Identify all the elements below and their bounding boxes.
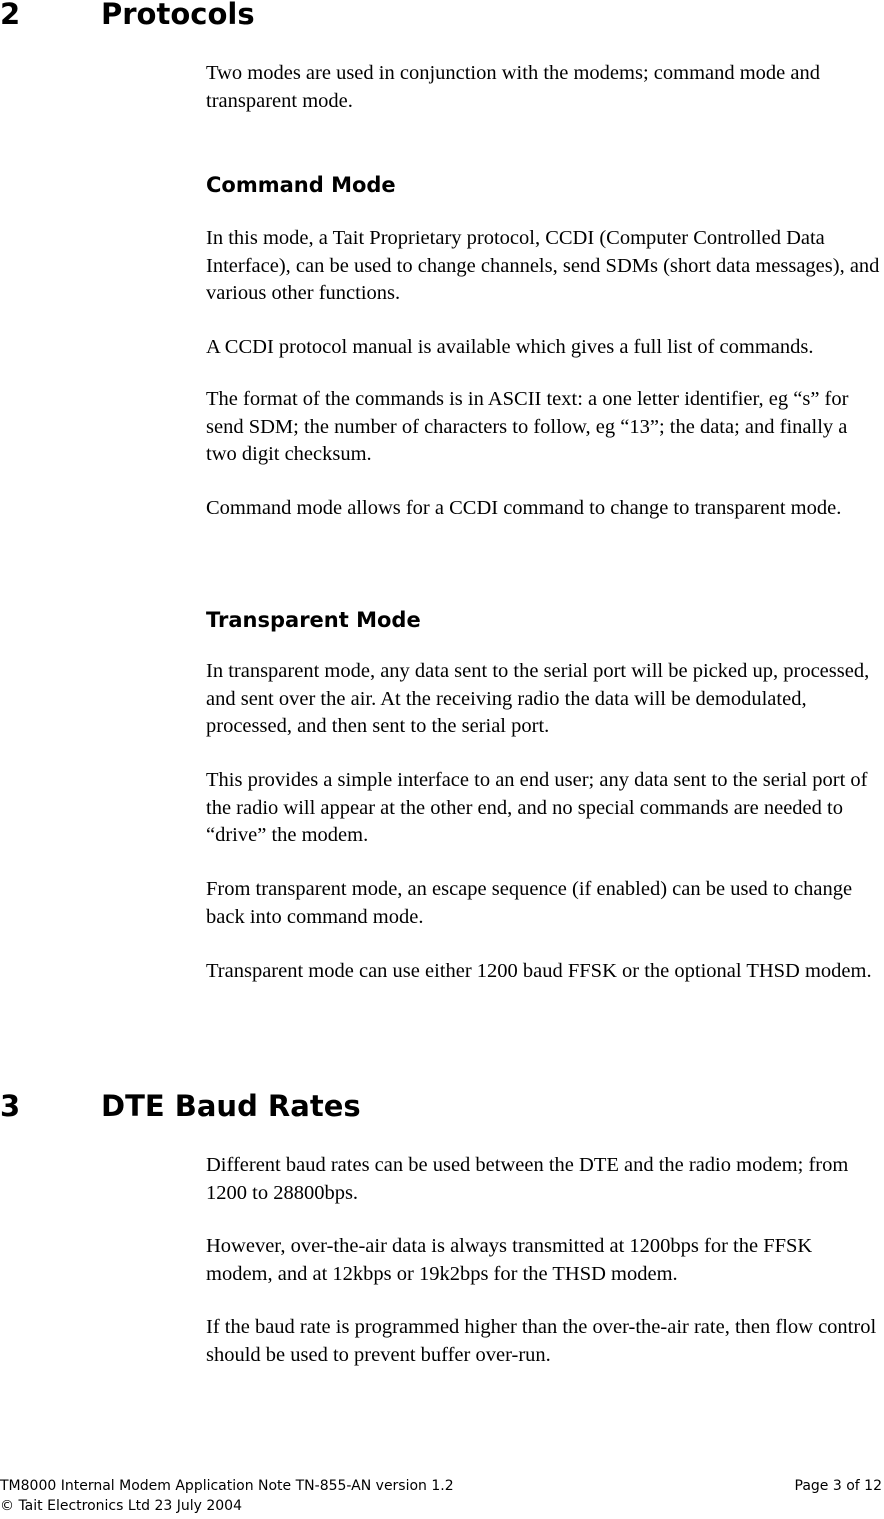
baud-rates-paragraph-2: However, over-the-air data is always transmitted at 1200bps for the FFSK modem, and at 12kbps or 19k2bps for the THSD modem. bbox=[206, 1235, 813, 1285]
transparent-mode-paragraph-4: Transparent mode can use either 1200 baud FFSK or the optional THSD modem. bbox=[206, 960, 872, 982]
baud-rates-paragraph-3: If the baud rate is programmed higher than the over-the-air rate, then flow control should be used to prevent buffer over-run. bbox=[206, 1316, 877, 1366]
command-mode-paragraph-3: The format of the commands is in ASCII text: a one letter identifier, eg “s” for send SDM; the number of characters to follow, eg “13”; the data; and finally a two digit checksum. bbox=[206, 388, 849, 465]
section-title: DTE Baud Rates bbox=[101, 1089, 361, 1123]
intro-paragraph: Two modes are used in conjunction with the modems; command mode and transparent mode. bbox=[206, 62, 821, 112]
footer-page-number: Page 3 of 12 bbox=[794, 1478, 882, 1494]
command-mode-paragraph-4: Command mode allows for a CCDI command to change to transparent mode. bbox=[206, 497, 842, 519]
subheading-command-mode: Command Mode bbox=[206, 173, 396, 197]
subheading-transparent-mode: Transparent Mode bbox=[206, 608, 421, 632]
command-mode-paragraph-1: In this mode, a Tait Proprietary protocol, CCDI (Computer Controlled Data Interface), can be used to change channels, send SDMs (short data messages), and various other functions. bbox=[206, 227, 880, 304]
transparent-mode-paragraph-1: In transparent mode, any data sent to the serial port will be picked up, processed, and sent over the air. At the receiving radio the data will be demodulated, processed, and then sent to the serial port. bbox=[206, 660, 870, 737]
section-number: 2 bbox=[0, 0, 21, 31]
transparent-mode-paragraph-2: This provides a simple interface to an end user; any data sent to the serial port of the radio will appear at the other end, and no special commands are needed to “drive” the modem. bbox=[206, 769, 868, 846]
baud-rates-paragraph-1: Different baud rates can be used between the DTE and the radio modem; from 1200 to 28800bps. bbox=[206, 1154, 849, 1204]
section-title: Protocols bbox=[101, 0, 255, 31]
footer-copyright: © Tait Electronics Ltd 23 July 2004 bbox=[0, 1498, 242, 1514]
footer-line-2 bbox=[0, 1496, 884, 1516]
command-mode-paragraph-2: A CCDI protocol manual is available which gives a full list of commands. bbox=[206, 336, 814, 358]
transparent-mode-paragraph-3: From transparent mode, an escape sequence (if enabled) can be used to change back into command mode. bbox=[206, 878, 853, 928]
footer-document-title: TM8000 Internal Modem Application Note TN-855-AN version 1.2 bbox=[0, 1478, 454, 1494]
section-number: 3 bbox=[0, 1089, 21, 1123]
footer-line-1 bbox=[0, 1476, 884, 1496]
